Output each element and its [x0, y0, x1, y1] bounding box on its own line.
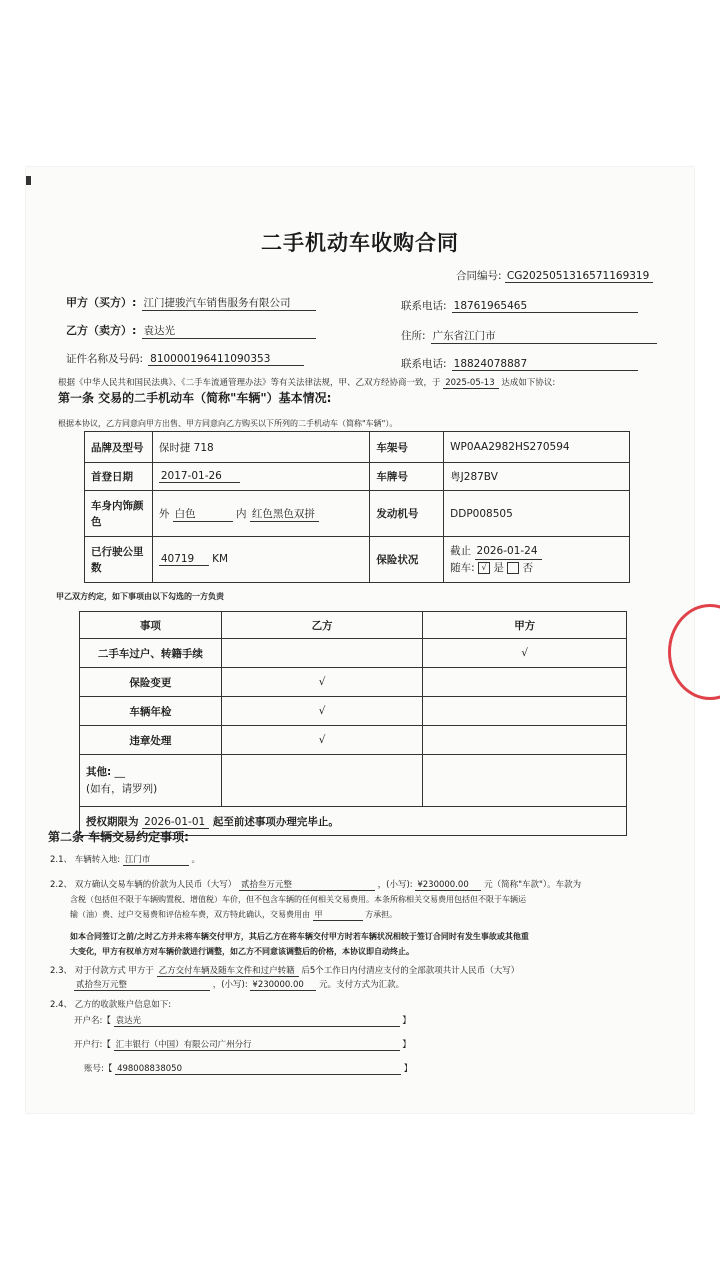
frame-value: WP0AA2982HS270594: [444, 432, 630, 463]
buyer-row: 甲方（买方）: 江门捷骏汽车销售服务有限公司: [66, 291, 316, 311]
first-reg-cell: [152, 463, 370, 491]
transfer-city: 江门市: [123, 853, 189, 866]
duty-header-b: 乙方: [221, 612, 423, 639]
clause-2-2-line3: 输（油）费、过户交易费和评估检车费，双方特此确认，交易费用由 甲 方承担。: [70, 910, 398, 919]
auth-period-row: 授权期限为 2026-01-01 起至前述事项办理完毕止。: [80, 807, 627, 836]
contract-no-row: 合同编号: CG2025051316571169319: [456, 268, 653, 283]
engine-label: 发动机号: [370, 491, 444, 537]
color-cell: 外 白色 内 红色黑色双拼: [152, 491, 370, 537]
duty-header-item: 事项: [80, 612, 222, 639]
corner-mark: [26, 176, 31, 185]
clause-2-4: 2.4、 乙方的收款账户信息如下:: [50, 1000, 172, 1010]
bank-row: 开户行:【 汇丰银行（中国）有限公司广州分行 】: [74, 1040, 411, 1050]
bold-clause-line1: 如本合同签订之前/之时乙方并未将车辆交付甲方，其后乙方在将车辆交付甲方时若车辆状况相较于签订合同时有发生事故或其他重: [70, 932, 529, 941]
agreement-date: 2025-05-13: [443, 378, 498, 389]
duty-row-violation: 违章处理: [80, 726, 222, 755]
exterior-color: 白色: [173, 506, 233, 522]
insurance-until: 2026-01-24: [475, 543, 542, 560]
clause-2-3-line2: 贰拾叁万元整 ，(小写): ¥230000.00 元。支付方式为汇款。: [76, 980, 405, 990]
no-checkbox[interactable]: [507, 562, 519, 574]
buyer-name: 江门捷骏汽车销售服务有限公司: [142, 295, 316, 311]
brand-label: 品牌及型号: [85, 432, 153, 463]
intro-line: 根据《中华人民共和国民法典》、《二手车流通管理办法》等有关法律法规，甲、乙双方经协商一致，于 2025-05-13 达成如下协议:: [58, 378, 556, 388]
engine-value: DDP008505: [444, 491, 630, 537]
bank-name: 汇丰银行（中国）有限公司广州分行: [114, 1038, 400, 1051]
section-1-subtext: 根据本协议，乙方同意向甲方出售、甲方同意向乙方购买以下所列的二手机动车（简称"车辆"）。: [58, 419, 398, 428]
duty-check: [423, 697, 627, 726]
seller-phone: 18824078887: [452, 358, 638, 371]
id-row: 证件名称及号码: 810000196411090353: [66, 347, 304, 366]
clause-2-2-line2: 含税（包括但不限于车辆购置税、增值税）车价，但不包含车辆的任何相关交易费用。本条所称相关交易费用包括但不限于车辆运: [70, 895, 526, 904]
duty-table: [79, 611, 627, 836]
interior-color: 红色黑色双拼: [250, 506, 319, 522]
account-name-row: 开户名:【 袁达光 】: [74, 1016, 411, 1026]
account-no-row: 账号:【 498008838050 】: [84, 1064, 413, 1074]
duty-row-insurance: 保险变更: [80, 668, 222, 697]
account-number: 498008838050: [115, 1064, 401, 1075]
frame-label: 车架号: [370, 432, 444, 463]
insurance-cell: 截止 2026-01-24 随车: √ 是 否: [444, 537, 630, 583]
seller-id-no: 810000196411090353: [148, 353, 304, 366]
plate-label: 车牌号: [370, 463, 444, 491]
price-words: 贰拾叁万元整: [239, 878, 375, 891]
payment-number: ¥230000.00: [250, 980, 316, 991]
first-reg-label: 首登日期: [85, 463, 153, 491]
duty-check: √: [423, 639, 627, 668]
duty-check: [221, 639, 423, 668]
account-name: 袁达光: [114, 1014, 400, 1027]
insurance-label: 保险状况: [370, 537, 444, 583]
section-2-heading: 第二条 车辆交易约定事项:: [48, 830, 189, 844]
contract-page: [26, 167, 694, 1113]
mileage-cell: 40719 KM: [152, 537, 370, 583]
vehicle-info-table: [84, 431, 630, 583]
color-label: 车身内饰颜色: [85, 491, 153, 537]
payment-words: 贰拾叁万元整: [74, 978, 210, 991]
fee-party: 甲: [313, 909, 363, 921]
section-1-heading: 第一条 交易的二手机动车（简称"车辆"）基本情况:: [58, 391, 332, 405]
duty-note: 甲乙双方约定，如下事项由以下勾选的一方负责: [56, 592, 224, 601]
contract-no: CG2025051316571169319: [505, 270, 653, 283]
mileage-value: 40719: [159, 553, 209, 566]
duty-row-inspection: 车辆年检: [80, 697, 222, 726]
duty-header-a: 甲方: [423, 612, 627, 639]
seller-row: 乙方（卖方）: 袁达光: [66, 319, 316, 339]
buyer-phone: 18761965465: [452, 300, 638, 313]
address-row: 住所: 广东省江门市: [401, 324, 657, 344]
bold-clause-line2: 大变化，甲方有权单方对车辆价款进行调整，如乙方不同意该调整后的价格，本协议即自动终止。: [70, 947, 414, 956]
clause-2-1: 2.1、 车辆转入地: 江门市 。: [50, 855, 201, 865]
auth-date: 2026-01-01: [142, 816, 209, 829]
duty-row-transfer: 二手车过户、转籍手续: [80, 639, 222, 668]
duty-check: [423, 668, 627, 697]
clause-2-2-line1: 2.2、 双方确认交易车辆的价款为人民币（大写） 贰拾叁万元整 ，(小写): ¥230000.00 元（简称"车款"）。车款为: [50, 880, 582, 890]
mileage-label: 已行驶公里数: [85, 537, 153, 583]
seller-address: 广东省江门市: [431, 328, 657, 344]
plate-value: 粤J287BV: [444, 463, 630, 491]
brand-value: 保时捷 718: [152, 432, 370, 463]
price-number: ¥230000.00: [415, 880, 481, 891]
duty-check: √: [221, 726, 423, 755]
first-reg-value: 2017-01-26: [159, 470, 240, 483]
seller-name: 袁达光: [142, 323, 316, 339]
seller-phone-row: 联系电话: 18824078887: [401, 352, 638, 371]
contract-title: 二手机动车收购合同: [261, 231, 459, 255]
duty-other-cell: 其他: __ (如有，请罗列): [80, 755, 222, 807]
yes-checkbox[interactable]: √: [478, 562, 490, 574]
duty-check: [423, 726, 627, 755]
clause-2-3-line1: 2.3、 对于付款方式 甲方于 乙方交付车辆及随车文件和过户转籍 后5个工作日内付清应支付的全部款项共计人民币（大写）: [50, 966, 520, 976]
payment-condition: 乙方交付车辆及随车文件和过户转籍: [157, 964, 299, 977]
duty-check: √: [221, 668, 423, 697]
duty-check: √: [221, 697, 423, 726]
buyer-phone-row: 联系电话: 18761965465: [401, 294, 638, 313]
